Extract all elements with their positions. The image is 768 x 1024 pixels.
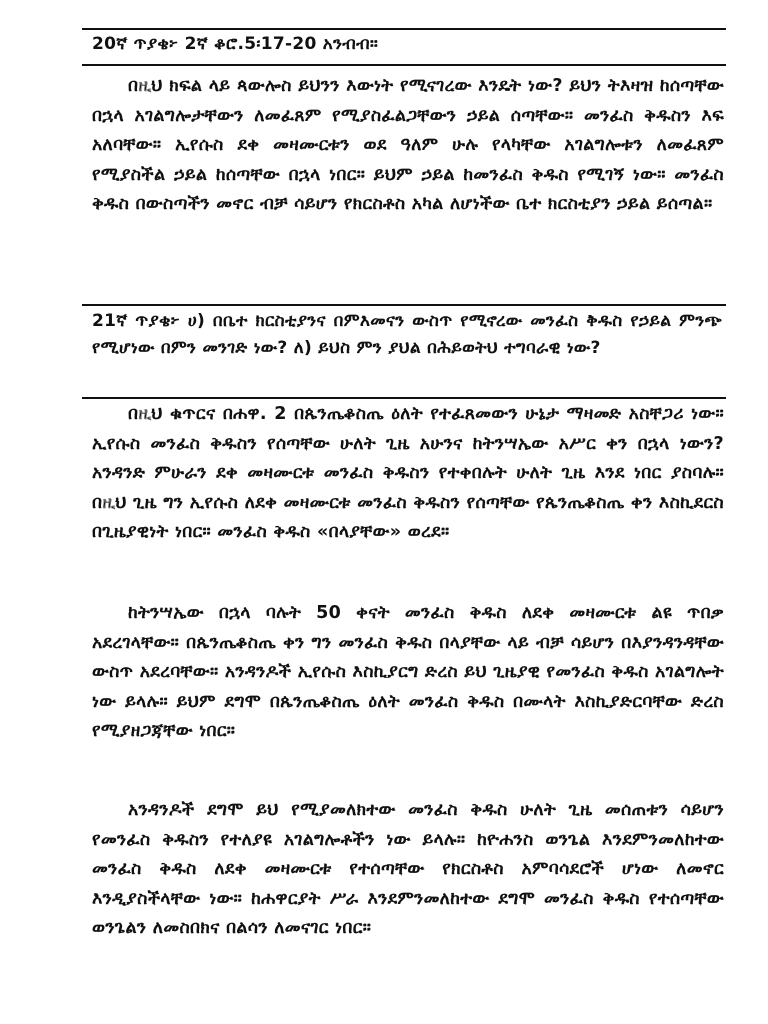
question-21-bottom-rule [82, 397, 726, 399]
question-20-bottom-rule [82, 64, 726, 66]
question-21-top-rule [82, 304, 726, 306]
question-20-text: 20ኛ ጥያቄ፦ 2ኛ ቆሮ.5፡17-20 አንብብ። [92, 34, 379, 54]
answer-20-paragraph: በዚህ ክፍል ላይ ጳውሎስ ይህንን እውነት የሚናገረው እንዴት ነው? ይህን ትእዛዝ ከሰጣቸው በኋላ አገልግሎታቸውን ለመፈጸም የሚያስፈልጋቸውን ኃይል ሰጣቸው። መንፈስ ቅዱስን እፍ አለባቸው። ኢየሱስ ደቀ መዛሙርቱን ወደ ዓለም ሁሉ የላካቸው አገልግሎቱን ለመፈጸም የሚያስችል ኃይል ከሰጣቸው በኋላ ነበር። ይህም ኃይል ከመንፈስ ቅዱስ የሚገኝ ነው። መንፈስ ቅዱስ በውስጣችን መኖር ብቻ ሳይሆን የክርስቶስ አካል ለሆነችው ቤተ ክርስቲያን ኃይል ይሰጣል። [92, 76, 724, 214]
body-paragraph-3: አንዳንዶች ደግሞ ይህ የሚያመለክተው መንፈስ ቅዱስ ሁለት ጊዜ መሰጠቱን ሳይሆን የመንፈስ ቅዱስን የተለያዩ አገልግሎቶችን ነው ይላሉ። ከዮሐንስ ወንጌል እንደምንመለከተው መንፈስ ቅዱስ ለደቀ መዛሙርቱ የተሰጣቸው የክርስቶስ አምባሳደሮች ሆነው ለመኖር እንዲያስችላቸው ነው። ከሐዋርያት ሥራ እንደምንመለከተው ደግሞ መንፈስ ቅዱስ የተሰጣቸው ወንጌልን ለመስበክና በልሳን ለመናገር ነበር። [92, 800, 724, 938]
question-21-text: 21ኛ ጥያቄ፦ ሀ) በቤተ ክርስቲያንና በምእመናን ውስጥ የሚኖረው መንፈስ ቅዱስ የኃይል ምንጭ የሚሆነው በምን መንገድ ነው? ለ) ይህስ ምን ያህል በሕይወትህ ተግባራዊ ነው? [92, 311, 722, 358]
question-20-top-rule [82, 28, 726, 30]
body-paragraph-1: በዚህ ቁጥርና በሐዋ. 2 በጴንጤቆስጤ ዕለት የተፈጸመውን ሁኔታ ማዛመድ አስቸጋሪ ነው። ኢየሱስ መንፈስ ቅዱስን የሰጣቸው ሁለት ጊዜ አሁንና ከትንሣኤው አሥር ቀን በኋላ ነውን? አንዳንድ ምሁራን ደቀ መዛሙርቱ መንፈስ ቅዱስን የተቀበሉት ሁለት ጊዜ እንደ ነበር ያስባሉ። በዚህ ጊዜ ግን ኢየሱስ ለደቀ መዛሙርቱ መንፈስ ቅዱስን የሰጣቸው የጴንጤቆስጤ ቀን እስኪደርስ በጊዜያዊነት ነበር። መንፈስ ቅዱስ «በላያቸው» ወረደ። [92, 404, 724, 542]
body-paragraph-2: ከትንሣኤው በኋላ ባሉት 50 ቀናት መንፈስ ቅዱስ ለደቀ መዛሙርቱ ልዩ ጥበቃ አደረገላቸው። በጴንጤቆስጤ ቀን ግን መንፈስ ቅዱስ በላያቸው ላይ ብቻ ሳይሆን በእያንዳንዳቸው ውስጥ አደረባቸው። አንዳንዶች ኢየሱስ እስኪያርግ ድረስ ይህ ጊዜያዊ የመንፈስ ቅዱስ አገልግሎት ነው ይላሉ። ይህም ደግሞ በጴንጤቆስጤ ዕለት መንፈስ ቅዱስ በሙላት እስኪያድርባቸው ድረስ የሚያዘጋጃቸው ነበር። [92, 603, 724, 741]
